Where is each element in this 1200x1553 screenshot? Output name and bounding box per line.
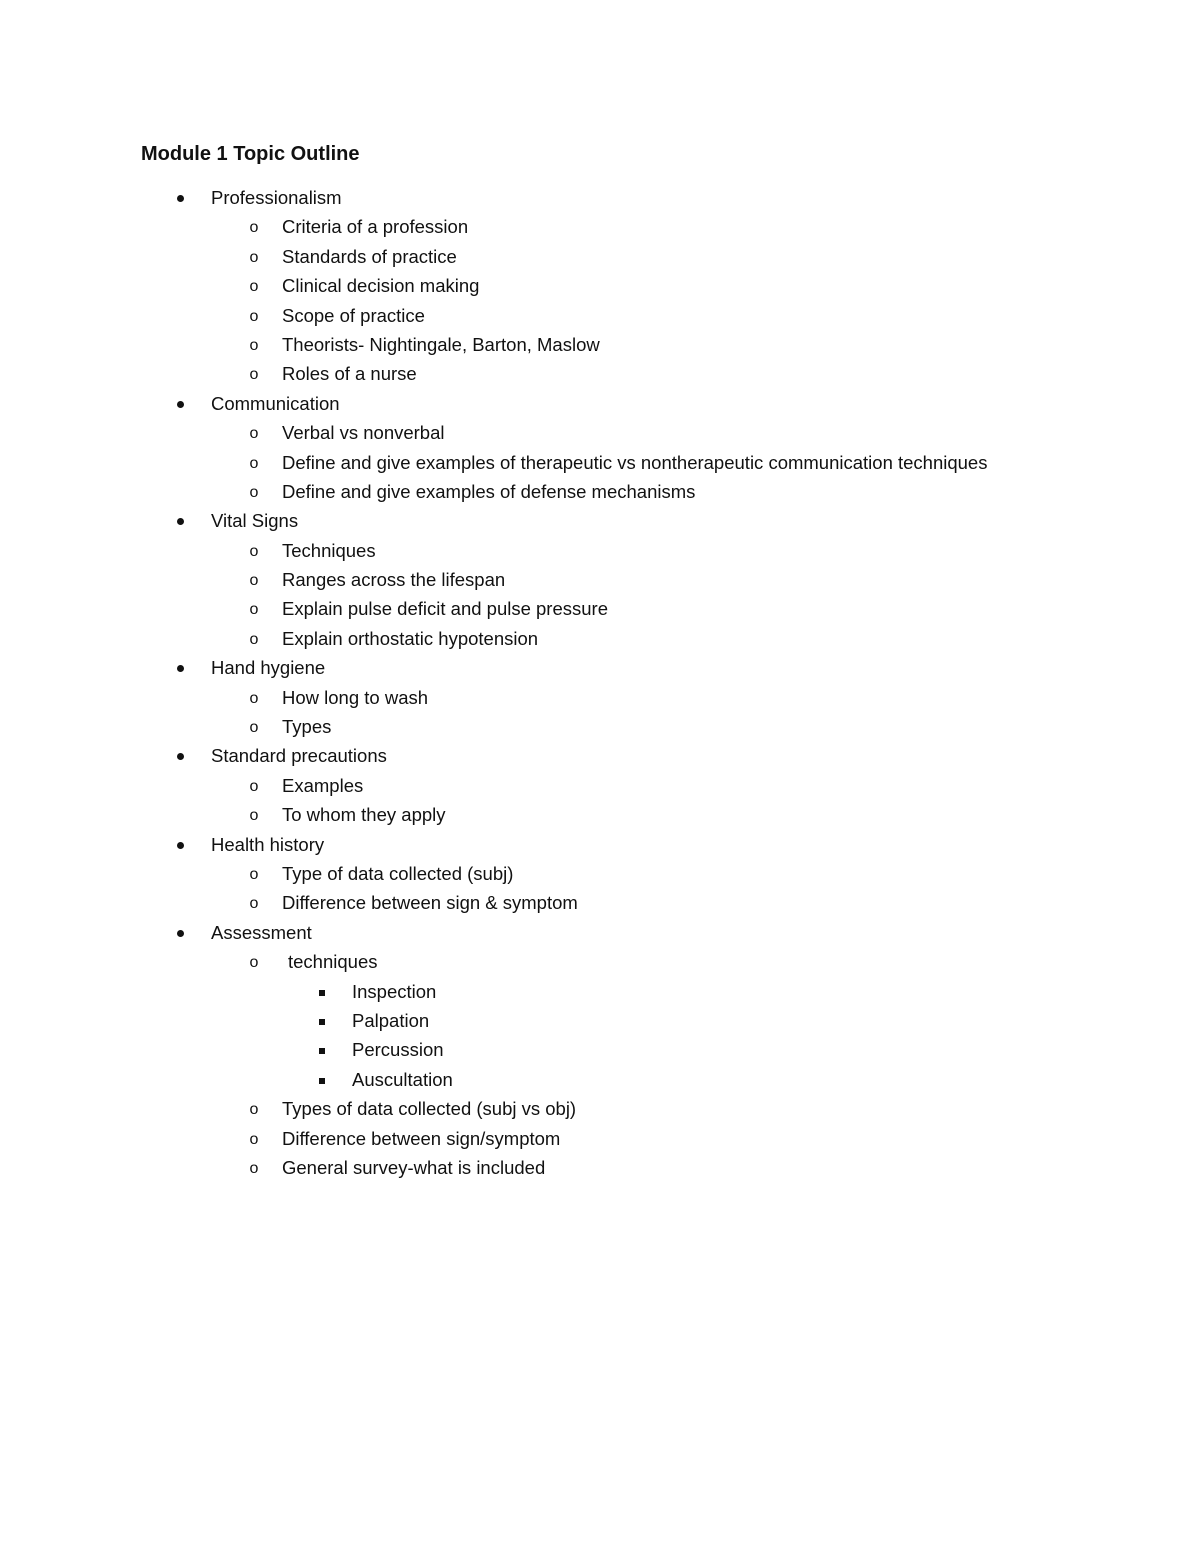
bullet-circle-icon: o xyxy=(249,777,259,795)
bullet-circle-icon: o xyxy=(249,454,259,472)
outline-item xyxy=(0,773,1200,802)
outline-text: Theorists- Nightingale, Barton, Maslow xyxy=(282,333,600,355)
outline-text: Explain pulse deficit and pulse pressure xyxy=(282,598,608,620)
outline-text: Clinical decision making xyxy=(282,275,480,297)
bullet-circle-icon: o xyxy=(249,954,259,972)
outline-text: Define and give examples of therapeutic vs nontherapeutic communication techniques xyxy=(282,451,988,473)
outline-item xyxy=(0,890,1200,919)
outline-text: Techniques xyxy=(282,539,376,561)
outline-text: Assessment xyxy=(211,921,312,943)
outline-text: To whom they apply xyxy=(282,804,446,826)
bullet-circle-icon: o xyxy=(249,248,259,266)
outline-text: Professionalism xyxy=(211,187,342,208)
outline-section xyxy=(0,655,1200,684)
outline-text: Roles of a nurse xyxy=(282,363,417,385)
outline-text: Verbal vs nonverbal xyxy=(282,422,445,444)
outline-section xyxy=(0,832,1200,861)
outline-subitem xyxy=(0,979,1200,1008)
outline-item xyxy=(0,332,1200,361)
outline-text: Standards of practice xyxy=(282,245,457,267)
bullet-circle-icon: o xyxy=(249,219,259,237)
outline-item xyxy=(0,244,1200,273)
topic-outline xyxy=(0,185,1200,1184)
bullet-square-icon xyxy=(315,979,329,1005)
outline-text: Types xyxy=(282,716,332,738)
outline-section xyxy=(0,185,1200,214)
outline-item xyxy=(0,949,1200,978)
bullet-circle-icon: o xyxy=(249,807,259,825)
outline-text: Communication xyxy=(211,392,340,414)
outline-text: techniques xyxy=(288,951,378,973)
bullet-circle-icon: o xyxy=(249,542,259,560)
outline-text: Scope of practice xyxy=(282,304,425,326)
outline-item xyxy=(0,802,1200,831)
bullet-circle-icon: o xyxy=(249,719,259,737)
bullet-disc-icon xyxy=(173,920,187,946)
outline-text: Palpation xyxy=(352,1009,430,1031)
bullet-circle-icon: o xyxy=(249,1130,259,1148)
bullet-circle-icon: o xyxy=(249,601,259,619)
outline-item xyxy=(0,479,1200,508)
outline-item xyxy=(0,420,1200,449)
bullet-circle-icon: o xyxy=(249,630,259,648)
outline-item xyxy=(0,685,1200,714)
outline-text: Hand hygiene xyxy=(211,657,326,679)
bullet-circle-icon: o xyxy=(249,895,259,913)
outline-text: Difference between sign & symptom xyxy=(282,892,578,914)
outline-text: Auscultation xyxy=(352,1068,453,1090)
bullet-circle-icon: o xyxy=(249,689,259,707)
outline-item xyxy=(0,1155,1200,1184)
outline-item xyxy=(0,273,1200,302)
bullet-square-icon xyxy=(315,1067,329,1093)
outline-text: General survey-what is included xyxy=(282,1156,546,1178)
bullet-circle-icon: o xyxy=(249,425,259,443)
bullet-square-icon xyxy=(315,1008,329,1034)
outline-text: Define and give examples of defense mechanisms xyxy=(282,480,696,502)
bullet-circle-icon: o xyxy=(249,483,259,501)
outline-text: Examples xyxy=(282,774,364,796)
outline-text: Health history xyxy=(211,833,325,855)
outline-item xyxy=(0,450,1200,479)
outline-subitem xyxy=(0,1008,1200,1037)
outline-text: Percussion xyxy=(352,1039,444,1061)
outline-item xyxy=(0,303,1200,332)
outline-item xyxy=(0,714,1200,743)
outline-text: Criteria of a profession xyxy=(282,216,469,238)
bullet-disc-icon xyxy=(173,832,187,858)
outline-subitem xyxy=(0,1067,1200,1096)
outline-section xyxy=(0,920,1200,949)
outline-item xyxy=(0,861,1200,890)
bullet-disc-icon xyxy=(173,655,187,681)
outline-text: Vital Signs xyxy=(211,510,299,532)
outline-text: Types of data collected (subj vs obj) xyxy=(282,1098,577,1120)
bullet-circle-icon: o xyxy=(249,278,259,296)
outline-section xyxy=(0,743,1200,772)
outline-item xyxy=(0,626,1200,655)
bullet-circle-icon: o xyxy=(249,366,259,384)
outline-section xyxy=(0,391,1200,420)
outline-text: How long to wash xyxy=(282,686,429,708)
bullet-disc-icon xyxy=(173,185,187,211)
outline-section xyxy=(0,508,1200,537)
bullet-circle-icon: o xyxy=(249,572,259,590)
bullet-circle-icon: o xyxy=(249,1101,259,1119)
document-title: Module 1 Topic Outline xyxy=(141,143,360,165)
bullet-disc-icon xyxy=(173,391,187,417)
outline-subitem xyxy=(0,1037,1200,1066)
outline-item xyxy=(0,596,1200,625)
bullet-square-icon xyxy=(315,1037,329,1063)
outline-text: Type of data collected (subj) xyxy=(282,862,514,884)
bullet-circle-icon: o xyxy=(249,1159,259,1177)
bullet-circle-icon: o xyxy=(249,336,259,354)
outline-text: Difference between sign/symptom xyxy=(282,1127,561,1149)
outline-text: Standard precautions xyxy=(211,745,387,767)
outline-item xyxy=(0,361,1200,390)
bullet-disc-icon xyxy=(173,508,187,534)
outline-item xyxy=(0,538,1200,567)
bullet-disc-icon xyxy=(173,743,187,769)
outline-text: Inspection xyxy=(352,980,437,1002)
outline-item xyxy=(0,567,1200,596)
bullet-circle-icon: o xyxy=(249,307,259,325)
outline-item xyxy=(0,1126,1200,1155)
outline-item xyxy=(0,214,1200,243)
outline-text: Ranges across the lifespan xyxy=(282,569,506,591)
outline-item xyxy=(0,1096,1200,1125)
outline-text: Explain orthostatic hypotension xyxy=(282,627,539,649)
bullet-circle-icon: o xyxy=(249,865,259,883)
